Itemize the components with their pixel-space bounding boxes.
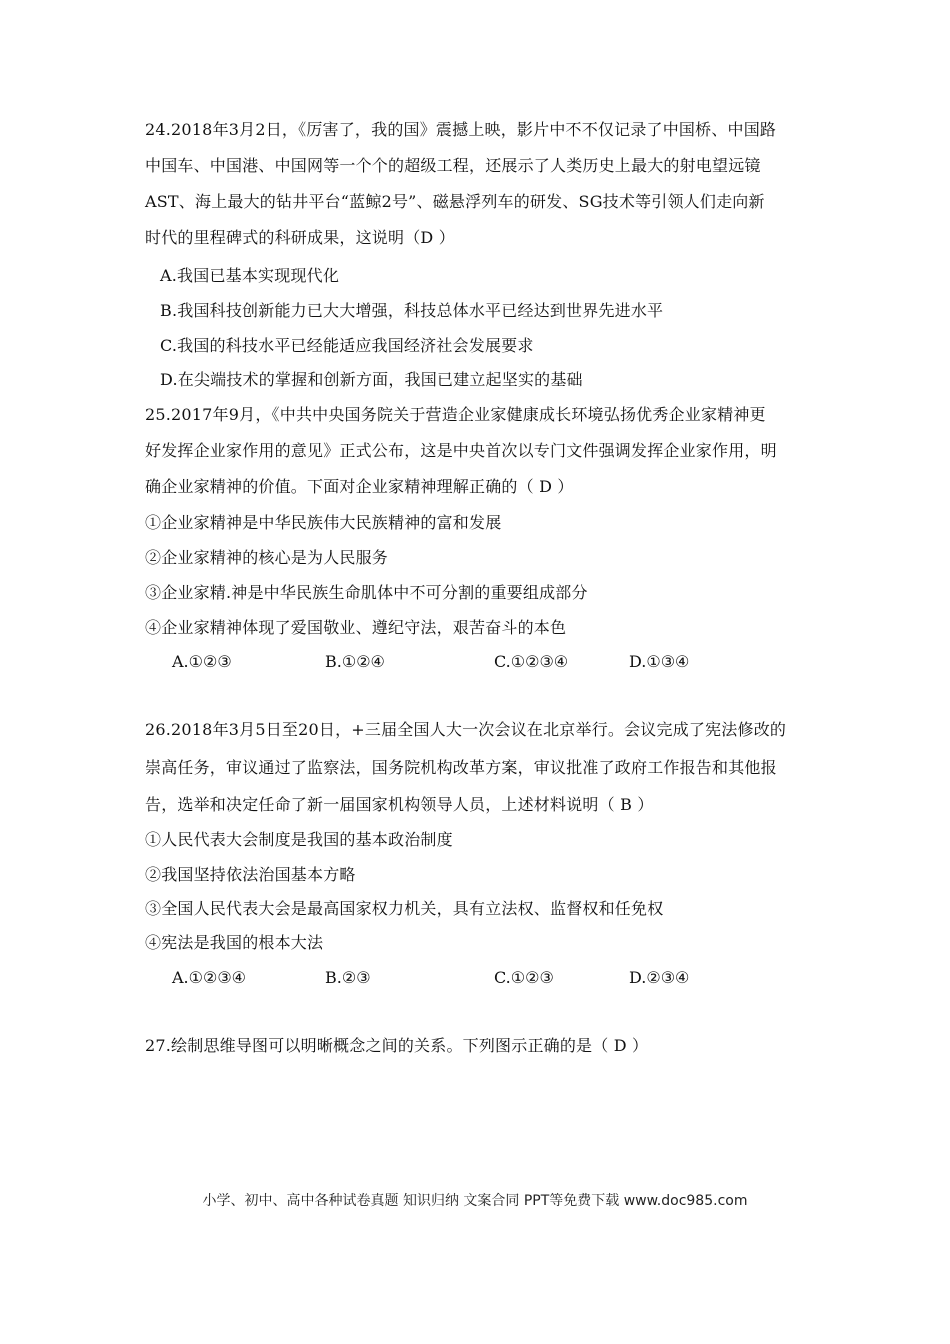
q24-option-c: C.我国的科技水平已经能适应我国经济社会发展要求 [160, 336, 534, 355]
q26-stem-line-2: 崇高任务，审议通过了监察法，国务院机构改革方案，审议批准了政府工作报告和其他报 [145, 758, 777, 777]
q27-stem: 27.绘制思维导图可以明晰概念之间的关系。下列图示正确的是（ D ） [145, 1036, 649, 1055]
q26-choice-b: B.②③ [325, 968, 371, 987]
q25-item-4: ④企业家精神体现了爱国敬业、遵纪守法，艰苦奋斗的本色 [145, 618, 567, 637]
q26-choice-a: A.①②③④ [172, 968, 247, 987]
q25-stem-line-3: 确企业家精神的价值。下面对企业家精神理解正确的（ D ） [145, 477, 574, 496]
q24-stem-line-4: 时代的里程碑式的科研成果，这说明（D ） [145, 228, 455, 247]
q26-item-1: ①人民代表大会制度是我国的基本政治制度 [145, 830, 453, 849]
q24-option-b: B.我国科技创新能力已大大增强，科技总体水平已经达到世界先进水平 [160, 301, 664, 320]
q25-stem-line-2: 好发挥企业家作用的意见》正式公布，这是中央首次以专门文件强调发挥企业家作用，明 [145, 441, 777, 460]
q25-choice-b: B.①②④ [325, 652, 385, 671]
q25-choice-c: C.①②③④ [494, 652, 569, 671]
q26-item-3: ③全国人民代表大会是最高国家权力机关，具有立法权、监督权和任免权 [145, 899, 664, 918]
q25-stem-line-1: 25.2017年9月，《中共中央国务院关于营造企业家健康成长环境弘扬优秀企业家精神更 [145, 405, 766, 424]
q26-stem-line-1: 26.2018年3月5日至20日，+三届全国人大一次会议在北京举行。会议完成了宪法修改的 [145, 720, 787, 739]
q26-stem-line-3: 告，选举和决定任命了新一届国家机构领导人员，上述材料说明（ B ） [145, 795, 654, 814]
q24-option-d: D.在尖端技术的掌握和创新方面，我国已建立起坚实的基础 [160, 370, 583, 389]
page-footer: 小学、初中、高中各种试卷真题 知识归纳 文案合同 PPT等免费下载 www.doc985.com [202, 1193, 748, 1209]
q25-item-1: ①企业家精神是中华民族伟大民族精神的富和发展 [145, 513, 502, 532]
q24-option-a: A.我国已基本实现现代化 [160, 266, 340, 285]
q24-stem-line-3: AST、海上最大的钻井平台“蓝鲸2号”、磁悬浮列车的研发、SG技术等引领人们走向新 [145, 192, 765, 211]
q24-stem-line-1: 24.2018年3月2日，《厉害了，我的国》震撼上映，影片中不不仅记录了中国桥、中国路 [145, 120, 777, 139]
q26-choice-c: C.①②③ [494, 968, 554, 987]
q25-item-2: ②企业家精神的核心是为人民服务 [145, 548, 389, 567]
q24-stem-line-2: 中国车、中国港、中国网等一个个的超级工程，还展示了人类历史上最大的射电望远镜 [145, 156, 761, 175]
q25-choice-a: A.①②③ [172, 652, 232, 671]
q25-choice-d: D.①③④ [629, 652, 690, 671]
q26-choice-d: D.②③④ [629, 968, 690, 987]
q26-item-4: ④宪法是我国的根本大法 [145, 933, 324, 952]
q26-item-2: ②我国坚持依法治国基本方略 [145, 865, 356, 884]
q25-item-3: ③企业家精.神是中华民族生命肌体中不可分割的重要组成部分 [145, 583, 588, 602]
